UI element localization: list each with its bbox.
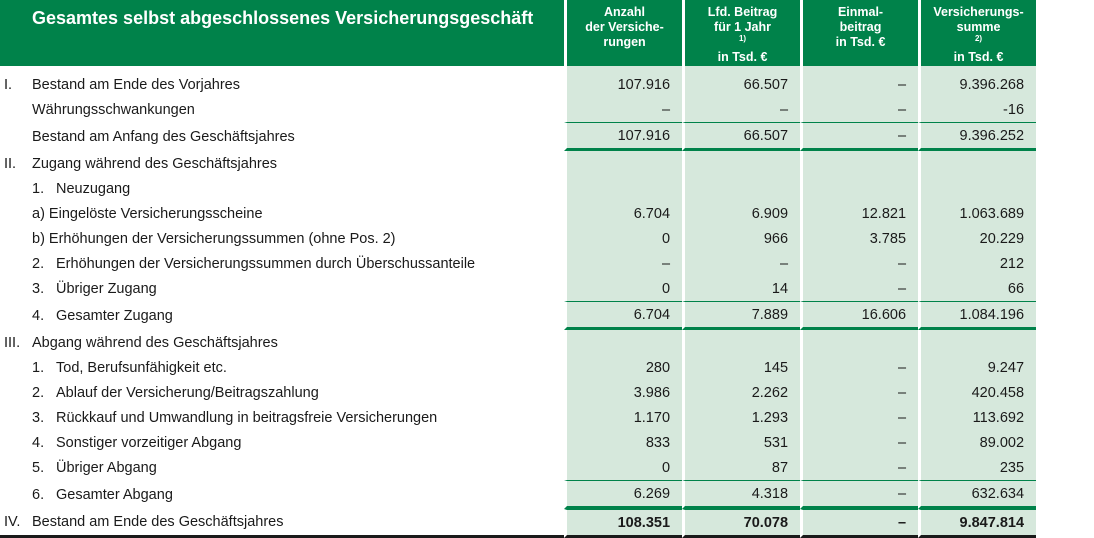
column-header-line: in Tsd. € bbox=[953, 50, 1004, 64]
cell-running-premium: – bbox=[682, 97, 800, 122]
table-row bbox=[0, 122, 1036, 151]
column-header-line: in Tsd. € bbox=[717, 50, 768, 64]
cell-running-premium: 4.318 bbox=[682, 480, 800, 509]
cell-count: – bbox=[564, 97, 682, 122]
cell-running-premium: 6.909 bbox=[682, 201, 800, 226]
row-item-number: 3. bbox=[32, 409, 45, 426]
row-section-number bbox=[0, 430, 32, 455]
row-label-text: a) Eingelöste Versicherungsscheine bbox=[32, 205, 263, 222]
row-section-number bbox=[0, 226, 32, 251]
row-item-number: 5. bbox=[32, 459, 45, 476]
row-section-number bbox=[0, 355, 32, 380]
cell-single-premium: – bbox=[800, 251, 918, 276]
row-label bbox=[32, 330, 564, 355]
row-label bbox=[32, 201, 564, 226]
cell-count: 0 bbox=[564, 226, 682, 251]
cell-sum-insured: 1.084.196 bbox=[918, 301, 1036, 330]
row-section-number bbox=[0, 405, 32, 430]
cell-count bbox=[564, 330, 682, 355]
row-label bbox=[32, 355, 564, 380]
row-label bbox=[32, 380, 564, 405]
cell-sum-insured bbox=[918, 330, 1036, 355]
cell-count: 1.170 bbox=[564, 405, 682, 430]
row-label bbox=[32, 301, 564, 330]
row-label-text: Ablauf der Versicherung/Beitragszahlung bbox=[56, 384, 319, 401]
cell-running-premium bbox=[682, 151, 800, 176]
row-label bbox=[32, 122, 564, 151]
cell-running-premium bbox=[682, 176, 800, 201]
table-row bbox=[0, 251, 1036, 276]
row-label bbox=[32, 97, 564, 122]
column-header-running-premium bbox=[682, 0, 800, 66]
table-row bbox=[0, 405, 1036, 430]
row-label-text: Erhöhungen der Versicherungssummen durch Überschussanteile bbox=[56, 255, 476, 272]
row-label bbox=[32, 176, 564, 201]
cell-sum-insured: 420.458 bbox=[918, 380, 1036, 405]
row-item-number: 1. bbox=[32, 180, 45, 197]
row-section-number bbox=[0, 176, 32, 201]
row-label-text: Abgang während des Geschäftsjahres bbox=[32, 334, 278, 351]
row-item-number: 6. bbox=[32, 486, 45, 503]
cell-count: 107.916 bbox=[564, 66, 682, 97]
row-label bbox=[32, 455, 564, 480]
cell-count: 3.986 bbox=[564, 380, 682, 405]
cell-count: – bbox=[564, 251, 682, 276]
row-label-text: Tod, Berufsunfähigkeit etc. bbox=[56, 359, 227, 376]
cell-running-premium bbox=[682, 330, 800, 355]
row-label bbox=[32, 151, 564, 176]
column-header-line: der Versiche- bbox=[585, 20, 664, 34]
row-label bbox=[32, 226, 564, 251]
table-row bbox=[0, 97, 1036, 122]
cell-single-premium: – bbox=[800, 122, 918, 151]
footnote-marker: 1) bbox=[738, 33, 747, 43]
cell-sum-insured: 9.396.252 bbox=[918, 122, 1036, 151]
cell-sum-insured: 632.634 bbox=[918, 480, 1036, 509]
table-row bbox=[0, 301, 1036, 330]
cell-count: 6.704 bbox=[564, 201, 682, 226]
cell-running-premium: 70.078 bbox=[682, 509, 800, 538]
cell-sum-insured: 89.002 bbox=[918, 430, 1036, 455]
column-header-line: Anzahl bbox=[604, 5, 645, 19]
cell-running-premium: – bbox=[682, 251, 800, 276]
row-label-text: Sonstiger vorzeitiger Abgang bbox=[56, 434, 242, 451]
cell-sum-insured: 9.247 bbox=[918, 355, 1036, 380]
table-header-row bbox=[0, 0, 1036, 66]
cell-sum-insured: 20.229 bbox=[918, 226, 1036, 251]
row-item-number: 2. bbox=[32, 384, 45, 401]
cell-single-premium: 12.821 bbox=[800, 201, 918, 226]
cell-running-premium: 14 bbox=[682, 276, 800, 301]
table-row bbox=[0, 330, 1036, 355]
row-section-number bbox=[0, 251, 32, 276]
column-header-count bbox=[564, 0, 682, 66]
cell-count: 108.351 bbox=[564, 509, 682, 538]
table-row bbox=[0, 455, 1036, 480]
column-header-sum-insured bbox=[918, 0, 1036, 66]
column-header-line: in Tsd. € bbox=[835, 35, 886, 49]
cell-count: 280 bbox=[564, 355, 682, 380]
cell-single-premium: – bbox=[800, 455, 918, 480]
row-section-number bbox=[0, 122, 32, 151]
cell-single-premium bbox=[800, 330, 918, 355]
row-section-number: III. bbox=[4, 334, 21, 351]
cell-running-premium: 66.507 bbox=[682, 122, 800, 151]
cell-running-premium: 531 bbox=[682, 430, 800, 455]
row-label bbox=[32, 251, 564, 276]
row-label bbox=[32, 66, 564, 97]
row-label-text: Übriger Zugang bbox=[56, 280, 157, 297]
row-section-number: IV. bbox=[0, 509, 32, 538]
row-section-number bbox=[0, 276, 32, 301]
cell-single-premium: – bbox=[800, 509, 918, 538]
table-row bbox=[0, 201, 1036, 226]
cell-count: 107.916 bbox=[564, 122, 682, 151]
row-label-text: Gesamter Abgang bbox=[56, 486, 173, 503]
column-header-line: Einmal- bbox=[837, 5, 884, 19]
row-item-number: 4. bbox=[32, 307, 45, 324]
table-row bbox=[0, 66, 1036, 97]
cell-count: 6.269 bbox=[564, 480, 682, 509]
row-section-number bbox=[0, 455, 32, 480]
row-label-text: b) Erhöhungen der Versicherungssummen (ohne Pos. 2) bbox=[32, 230, 396, 247]
table-row bbox=[0, 276, 1036, 301]
cell-running-premium: 1.293 bbox=[682, 405, 800, 430]
cell-sum-insured: 235 bbox=[918, 455, 1036, 480]
row-label-text: Rückkauf und Umwandlung in beitragsfreie Versicherungen bbox=[56, 409, 438, 426]
cell-sum-insured bbox=[918, 151, 1036, 176]
cell-sum-insured: 66 bbox=[918, 276, 1036, 301]
table-row bbox=[0, 355, 1036, 380]
row-label-text: Gesamter Zugang bbox=[56, 307, 173, 324]
row-item-number: 4. bbox=[32, 434, 45, 451]
cell-single-premium: – bbox=[800, 430, 918, 455]
cell-single-premium: – bbox=[800, 480, 918, 509]
row-label-text: Währungsschwankungen bbox=[32, 101, 195, 118]
column-header-line: Lfd. Beitrag bbox=[707, 5, 778, 19]
cell-running-premium: 966 bbox=[682, 226, 800, 251]
cell-count bbox=[564, 176, 682, 201]
cell-single-premium bbox=[800, 176, 918, 201]
cell-sum-insured: -16 bbox=[918, 97, 1036, 122]
table-row bbox=[0, 151, 1036, 176]
cell-count: 833 bbox=[564, 430, 682, 455]
cell-single-premium: – bbox=[800, 380, 918, 405]
cell-single-premium: – bbox=[800, 66, 918, 97]
cell-sum-insured bbox=[918, 176, 1036, 201]
row-label bbox=[32, 405, 564, 430]
cell-running-premium: 2.262 bbox=[682, 380, 800, 405]
row-item-number: 1. bbox=[32, 359, 45, 376]
row-section-number: I. bbox=[4, 76, 13, 93]
table-row bbox=[0, 480, 1036, 509]
row-section-number: II. bbox=[4, 155, 17, 172]
column-header-text: summe bbox=[956, 20, 1001, 34]
column-header-line: rungen bbox=[603, 35, 646, 49]
table-row bbox=[0, 430, 1036, 455]
row-label bbox=[32, 480, 564, 509]
cell-count: 6.704 bbox=[564, 301, 682, 330]
column-header-single-premium bbox=[800, 0, 918, 66]
row-section-number bbox=[0, 201, 32, 226]
row-label-text: Bestand am Ende des Geschäftsjahres bbox=[32, 514, 284, 530]
cell-count bbox=[564, 151, 682, 176]
row-label-text: Neuzugang bbox=[56, 180, 131, 197]
column-header-line bbox=[685, 20, 800, 50]
cell-single-premium: – bbox=[800, 276, 918, 301]
cell-single-premium: – bbox=[800, 97, 918, 122]
table-row bbox=[0, 226, 1036, 251]
column-header-text: für 1 Jahr bbox=[714, 20, 771, 34]
row-section-number bbox=[0, 97, 32, 122]
row-item-number: 3. bbox=[32, 280, 45, 297]
cell-count: 0 bbox=[564, 455, 682, 480]
row-label-text: Bestand am Anfang des Geschäftsjahres bbox=[32, 128, 295, 145]
row-label bbox=[32, 430, 564, 455]
table-row bbox=[0, 176, 1036, 201]
cell-sum-insured: 212 bbox=[918, 251, 1036, 276]
cell-single-premium: 16.606 bbox=[800, 301, 918, 330]
cell-sum-insured: 113.692 bbox=[918, 405, 1036, 430]
footnote-marker: 2) bbox=[974, 33, 983, 43]
cell-sum-insured: 1.063.689 bbox=[918, 201, 1036, 226]
column-header-line: beitrag bbox=[839, 20, 882, 34]
column-header-line: Versicherungs- bbox=[933, 5, 1024, 19]
cell-running-premium: 87 bbox=[682, 455, 800, 480]
cell-running-premium: 7.889 bbox=[682, 301, 800, 330]
cell-sum-insured: 9.847.814 bbox=[918, 509, 1036, 538]
row-section-number bbox=[0, 480, 32, 509]
cell-running-premium: 66.507 bbox=[682, 66, 800, 97]
row-label-text: Bestand am Ende des Vorjahres bbox=[32, 76, 240, 93]
row-label-text: Zugang während des Geschäftsjahres bbox=[32, 155, 278, 172]
cell-single-premium: 3.785 bbox=[800, 226, 918, 251]
row-section-number bbox=[0, 301, 32, 330]
row-item-number: 2. bbox=[32, 255, 45, 272]
cell-single-premium: – bbox=[800, 405, 918, 430]
cell-single-premium bbox=[800, 151, 918, 176]
column-header-line bbox=[921, 20, 1036, 50]
cell-count: 0 bbox=[564, 276, 682, 301]
table-row bbox=[0, 380, 1036, 405]
row-label bbox=[32, 276, 564, 301]
row-label-text: Übriger Abgang bbox=[56, 459, 157, 476]
table-title: Gesamtes selbst abgeschlossenes Versicherungsgeschäft bbox=[0, 0, 564, 66]
cell-sum-insured: 9.396.268 bbox=[918, 66, 1036, 97]
row-section-number bbox=[0, 380, 32, 405]
cell-running-premium: 145 bbox=[682, 355, 800, 380]
cell-single-premium: – bbox=[800, 355, 918, 380]
